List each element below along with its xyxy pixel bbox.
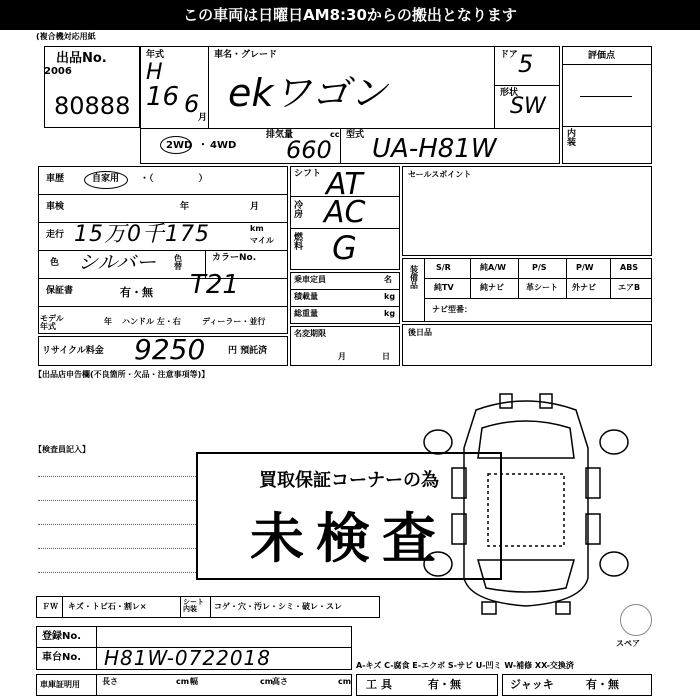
length-label: 長さ (102, 677, 118, 686)
weight-unit: kg (384, 309, 396, 318)
height-unit: cm (338, 677, 352, 686)
model-year-month: 6 (184, 90, 200, 118)
seat-text: コゲ・穴・汚レ・シミ・破レ・スレ (214, 602, 342, 611)
mileage-unit-km: km (250, 224, 264, 233)
recycle-value: 9250 (134, 333, 206, 366)
jack-label: ジャッキ (510, 678, 554, 691)
model-year-row-year: 年 (104, 317, 112, 326)
header-note: (複合機対応用紙 (36, 32, 96, 41)
drive-2wd: 2WD (166, 140, 193, 151)
month-unit: 月 (198, 113, 208, 123)
equip-abs: ABS (620, 263, 639, 272)
width-unit: cm (260, 677, 274, 686)
shape-value: SW (510, 94, 546, 119)
color-change-label: 色替 (174, 254, 182, 271)
load-unit: kg (384, 292, 396, 301)
drive-4wd: 4WD (210, 140, 237, 151)
recycle-unit: 円 預託済 (228, 346, 268, 356)
length-unit: cm (176, 677, 190, 686)
lot-year: 2006 (44, 66, 72, 77)
tools-label: 工具 (366, 678, 396, 691)
model-year-label: 年式 (146, 50, 165, 60)
seat-label: シート内装 (183, 598, 204, 613)
equip-sr: S/R (436, 263, 451, 272)
warranty-label: 保証書 (46, 286, 74, 296)
color-code-value: T21 (190, 270, 239, 300)
mileage-label: 走行 (46, 230, 65, 240)
doors-value: 5 (518, 50, 534, 78)
shape-label: 形状 (500, 88, 519, 98)
registration-label: 登録No. (42, 631, 82, 642)
history-label: 車歴 (46, 174, 65, 184)
mileage-value: 15万0千175 (74, 222, 210, 247)
equip-aw: 純A/W (480, 263, 506, 272)
displacement-label: 排気量 (266, 130, 294, 140)
color-value: シルバー (78, 250, 157, 274)
fuel-label: 燃料 (294, 233, 304, 252)
aircon-value: AC (324, 195, 366, 230)
fw-label: ＦＷ (42, 602, 58, 611)
equip-airbag: エアB (618, 283, 641, 292)
spare-tire-circle (620, 604, 652, 636)
car-name-value: ekワゴン (228, 71, 388, 115)
equip-ps: P/S (532, 263, 547, 272)
equipment-label: 装備品 (410, 265, 418, 290)
score-label: 評価点 (588, 51, 616, 61)
fuel-value: G (332, 229, 357, 267)
dealer-option: ディーラー・並行 (202, 317, 266, 326)
model-type-label: 型式 (346, 130, 365, 140)
model-year-value: 16 (146, 82, 180, 112)
model-year-era: H (146, 60, 163, 85)
lot-label: 出品No. (56, 51, 107, 66)
equip-tv: 純TV (434, 283, 454, 292)
width-label: 幅 (190, 677, 198, 686)
name-change-month: 月 (338, 352, 346, 361)
height-label: 高さ (272, 677, 288, 686)
later-items-label: 後日品 (408, 328, 432, 337)
model-year-row-label: モデル年式 (40, 314, 64, 331)
equip-pw: P/W (576, 263, 594, 272)
inspector-note-label: 【検査員記入】 (34, 445, 90, 454)
tools-options: 有・無 (428, 678, 461, 691)
stamp-top-text: 買取保証コーナーの為 (259, 470, 439, 491)
chassis-value: H81W-0722018 (104, 646, 271, 670)
model-type-value: UA-H81W (372, 134, 497, 164)
weight-label: 総重量 (294, 309, 318, 318)
doors-label: ドア (500, 50, 518, 60)
interior-label: 内装 (567, 129, 577, 148)
fw-text: キズ・トビ石・割レ× (68, 602, 147, 611)
car-name-label: 車名・グレード (214, 50, 278, 60)
handle-option: ハンドル 左・右 (122, 317, 181, 326)
navi-model-label: ナビ型番： (432, 305, 472, 314)
capacity-unit: 名 (384, 275, 392, 284)
sunday-pickup-banner: この車両は日曜日AM8:30からの搬出となります (0, 0, 700, 30)
warranty-options: 有・無 (120, 286, 153, 299)
load-label: 積載量 (294, 292, 318, 301)
inspection-month-unit: 月 (250, 202, 260, 212)
inspection-label: 車検 (46, 202, 65, 212)
lot-number: 80888 (54, 92, 131, 120)
later-items-box (402, 324, 652, 366)
displacement-unit: cc (330, 130, 340, 139)
equip-leather: 革シート (526, 283, 558, 292)
shift-label: シフト (294, 169, 322, 179)
sales-point-box (402, 166, 652, 256)
dealer-note-label: 【出品店申告欄(不良箇所・欠品・注意事項等)】 (34, 370, 210, 379)
car-diagram (416, 388, 636, 620)
stamp-main-text: 未検査 (250, 507, 448, 570)
equip-ext-navi: 外ナビ (572, 283, 596, 292)
capacity-label: 乗車定員 (294, 275, 326, 284)
history-option: 自家用 (92, 174, 120, 184)
damage-legend: A-キズ C-腐食 E-エクボ S-サビ U-凹ミ W-補修 XX-交換済 (356, 661, 574, 670)
aircon-label: 冷房 (294, 201, 304, 220)
equip-navi: 純ナビ (480, 283, 504, 292)
name-change-day: 日 (382, 352, 390, 361)
color-label: 色 (50, 258, 60, 268)
mileage-unit-mile: マイル (250, 236, 274, 245)
garage-cert-label: 車庫証明用 (40, 680, 80, 689)
shift-value: AT (326, 167, 363, 202)
displacement-value: 660 (286, 136, 332, 164)
chassis-label: 車台No. (42, 652, 82, 663)
name-change-label: 名変期限 (294, 329, 326, 338)
inspection-year-unit: 年 (180, 202, 190, 212)
sales-point-label: セールスポイント (408, 170, 472, 179)
color-code-label: カラーNo. (212, 253, 257, 263)
jack-options: 有・無 (586, 678, 619, 691)
recycle-label: リサイクル料金 (42, 346, 104, 356)
spare-label: スペア (616, 639, 640, 648)
